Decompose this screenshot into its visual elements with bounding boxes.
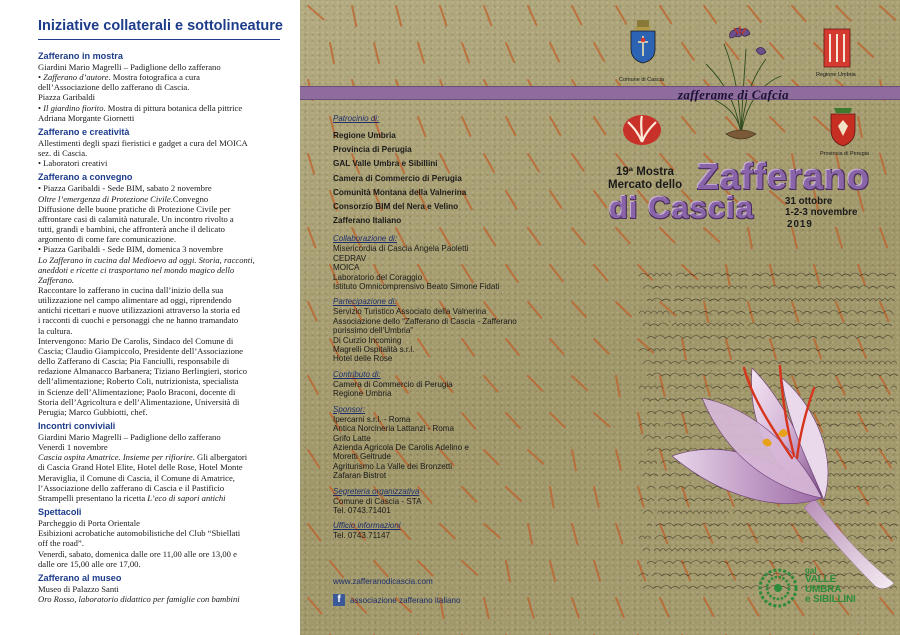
regione-umbria-label: Regione Umbria bbox=[816, 72, 856, 78]
credits-item: Magrelli Ospitalità s.r.l. bbox=[333, 345, 415, 355]
zafferano-association-logo-icon bbox=[620, 112, 664, 148]
stamen-pattern-mark bbox=[616, 226, 630, 246]
section bbox=[38, 421, 280, 503]
credits-item: Tel. 0743.71147 bbox=[333, 531, 391, 541]
stamen-pattern-mark bbox=[611, 450, 625, 470]
regione-umbria-crest-icon bbox=[823, 28, 851, 68]
italic-run: Oltre l’emergenza di Protezione Civile. bbox=[38, 193, 173, 204]
credits-item: Moretti Geltrude bbox=[333, 452, 392, 462]
credits-item: Di Curzio Incoming bbox=[333, 335, 402, 345]
stamen-pattern-mark bbox=[545, 561, 559, 581]
text-run: • bbox=[38, 102, 44, 113]
stamen-pattern-mark bbox=[704, 5, 716, 24]
credits-group bbox=[333, 234, 603, 291]
tagline: zafferame di Cafcia bbox=[678, 87, 789, 102]
credits-item: Camera di Commercio di Perugia bbox=[333, 379, 453, 389]
stamen-pattern-mark bbox=[704, 225, 719, 245]
stamen-pattern-mark bbox=[500, 561, 515, 581]
credits-item: Zafaran Bistrot bbox=[333, 471, 387, 481]
stamen-pattern-mark bbox=[526, 6, 538, 25]
stamen-pattern-mark bbox=[682, 115, 695, 134]
body-line: Intervengono: Mario De Carolis, Sindaco del Comune di bbox=[38, 335, 234, 346]
stamen-pattern-mark bbox=[742, 228, 757, 248]
body-line: Museo di Palazzo Santi bbox=[38, 583, 119, 594]
credits-group-heading: Contributo di: bbox=[333, 369, 381, 379]
stamen-pattern-mark bbox=[462, 558, 477, 578]
stamen-pattern-mark bbox=[748, 4, 761, 23]
stamen-pattern-mark bbox=[524, 598, 538, 618]
body-line: Piazza Garibaldi bbox=[38, 92, 96, 103]
edition-label: 19ª Mostra bbox=[616, 166, 674, 178]
stamen-pattern-mark bbox=[324, 43, 339, 63]
section bbox=[38, 172, 280, 417]
stamen-pattern-mark bbox=[660, 225, 675, 245]
credits-group-heading: Collaborazione di: bbox=[333, 234, 398, 244]
body-line: Raccontare lo zafferano in cucina dall’inizio della sua bbox=[38, 284, 224, 295]
stamen-pattern-mark bbox=[594, 43, 604, 61]
body-line: affrontare casi di calamità naturale. Un incontro rivolto a bbox=[38, 213, 234, 224]
left-panel bbox=[0, 0, 300, 635]
provincia-perugia-crest-icon bbox=[828, 106, 858, 148]
stamen-pattern-mark bbox=[792, 4, 806, 24]
body-line: Parcheggio di Porta Orientale bbox=[38, 518, 140, 529]
credits-item: purissimo dell’Umbria” bbox=[333, 326, 414, 336]
credits-item: Antica Norcineria Lattanzi - Roma bbox=[333, 424, 455, 434]
credits-item: Ipercarni s.r.l. - Roma bbox=[333, 414, 411, 424]
text-run: . Mostra di pittura botanica della pittrice bbox=[103, 102, 243, 113]
stamen-pattern-mark bbox=[307, 302, 318, 321]
body-line: sez. di Cascia. bbox=[38, 148, 88, 159]
body-line: utilizzazione nel campo alimentare ad oggi, riprendendo bbox=[38, 295, 232, 306]
credits-groups bbox=[333, 234, 603, 540]
body-line: Esibizioni acrobatiche automobilistiche del Club “Sbiellati bbox=[38, 528, 241, 539]
body-line: i racconti di cuochi e personaggi che ne hanno tramandato bbox=[38, 315, 239, 326]
stamen-pattern-mark bbox=[549, 43, 560, 61]
body-line: di Cascia Grand Hotel Elite, Hotel delle Rose, Hotel Monte bbox=[38, 462, 243, 473]
credits-column bbox=[333, 114, 603, 547]
gal-umbra: UMBRA bbox=[805, 584, 842, 595]
section bbox=[38, 507, 280, 569]
handwriting-line bbox=[639, 311, 897, 314]
stamen-pattern-mark bbox=[414, 43, 428, 63]
body-line bbox=[38, 493, 280, 503]
section-heading: Zafferano a convegno bbox=[38, 172, 133, 183]
patrocinio-list bbox=[333, 129, 603, 228]
gal-sibillini: e SIBILLINI bbox=[805, 594, 856, 605]
section-heading: Incontri conviviali bbox=[38, 421, 116, 431]
crocus-flower-illustration bbox=[632, 338, 900, 598]
credits-item: Grifo Latte bbox=[333, 433, 371, 443]
stamen-pattern-mark bbox=[459, 43, 472, 62]
body-line bbox=[38, 72, 280, 82]
stamen-pattern-mark bbox=[418, 558, 433, 578]
body-line: dalle ore 15,00 alle ore 17,00. bbox=[38, 558, 141, 569]
sections-list bbox=[38, 51, 280, 604]
stamen-pattern-mark bbox=[613, 524, 626, 544]
provincia-perugia-label: Provincia di Perugia bbox=[820, 151, 869, 157]
body-line: Adriana Morgante Giornetti bbox=[38, 112, 135, 123]
section-heading: Zafferano e creatività bbox=[38, 126, 130, 137]
body-line: dell’Associazione dello zafferano di Cascia. bbox=[38, 82, 190, 93]
body-line: • Piazza Garibaldi - Sede BIM, domenica 3 novembre bbox=[38, 244, 224, 255]
patrocinio-item: Provincia di Perugia bbox=[333, 145, 412, 155]
body-line: Oro Rosso, laboratorio didattico per famiglie con bambini bbox=[38, 594, 240, 605]
patrocinio-item: Comunità Montana della Valnerina bbox=[333, 187, 467, 197]
body-line: Zafferano. bbox=[38, 274, 75, 285]
body-line: • Piazza Garibaldi - Sede BIM, sabato 2 novembre bbox=[38, 183, 212, 194]
credits-item: Tel. 0743.71401 bbox=[333, 505, 391, 515]
body-line bbox=[38, 103, 280, 113]
body-line: la cultura. bbox=[38, 325, 73, 336]
section bbox=[38, 573, 280, 604]
stamen-pattern-mark bbox=[836, 3, 851, 23]
comune-cascia-crest-icon bbox=[626, 18, 660, 76]
body-line: in Scienze dell’Alimentazione; Paolo Braconi, docente di bbox=[38, 386, 236, 397]
stamen-pattern-mark bbox=[659, 598, 670, 617]
gal-valle: VALLE bbox=[805, 574, 837, 585]
credits-group bbox=[333, 370, 603, 399]
credits-item: Laboratorio del Coraggio bbox=[333, 272, 423, 282]
stamen-pattern-mark bbox=[590, 561, 604, 581]
stamen-pattern-mark bbox=[308, 523, 320, 542]
patrocinio-item: Regione Umbria bbox=[333, 131, 396, 140]
credits-item: CEDRAV bbox=[333, 253, 367, 263]
stamen-pattern-mark bbox=[437, 6, 450, 26]
stamen-pattern-mark bbox=[880, 3, 895, 23]
patrocinio-heading: Patrocinio di: bbox=[333, 114, 380, 123]
credits-item: Misericordia di Cascia Angela Paoletti bbox=[333, 244, 469, 254]
stamen-pattern-mark bbox=[481, 6, 493, 25]
stamen-pattern-mark bbox=[704, 598, 714, 616]
stamen-pattern-mark bbox=[347, 6, 362, 26]
stamen-pattern-mark bbox=[571, 6, 582, 24]
credits-item: Comune di Cascia - STA bbox=[333, 496, 422, 506]
italic-run: Cascia ospita Amatrice. Insieme per rifiorire bbox=[38, 452, 193, 463]
stamen-pattern-mark bbox=[832, 228, 846, 248]
handwriting-line bbox=[643, 286, 899, 289]
page-title: Iniziative collaterali e sottolineature bbox=[38, 18, 280, 40]
body-line: tutti, grandi e bambini, che affronterà anche il delicato bbox=[38, 224, 225, 235]
stamen-pattern-mark bbox=[504, 43, 516, 62]
stamen-pattern-mark bbox=[305, 228, 317, 247]
text-run: Convegno bbox=[172, 193, 209, 204]
section-heading: Zafferano al museo bbox=[38, 572, 122, 583]
stamen-pattern-mark bbox=[660, 5, 671, 24]
stamen-pattern-mark bbox=[682, 42, 694, 61]
credits-item: Hotel delle Rose bbox=[333, 354, 393, 364]
body-line: off the road”. bbox=[38, 538, 84, 549]
body-line: l’Associazione dello zafferano di Cascia e il Pastificio bbox=[38, 482, 225, 493]
text-run: • bbox=[38, 72, 44, 83]
title-band bbox=[300, 86, 900, 100]
body-line: aneddoti e ricette ci trasportano nel mondo magico dello bbox=[38, 264, 235, 275]
stamen-pattern-mark bbox=[308, 449, 319, 468]
stamen-pattern-mark bbox=[787, 228, 801, 248]
stamen-pattern-mark bbox=[304, 154, 318, 174]
date-line-2: 1-2-3 novembre bbox=[785, 207, 858, 219]
stamen-pattern-mark bbox=[374, 559, 388, 579]
body-line: • Laboratori creativi bbox=[38, 158, 108, 169]
credits-item: Agriturismo La Valle dei Bronzetti bbox=[333, 461, 453, 471]
italic-run: L’eco di sapori antichi bbox=[147, 492, 226, 503]
facebook-icon[interactable]: f bbox=[333, 594, 345, 606]
event-dates bbox=[785, 196, 857, 230]
patrocinio-item: Camera di Commercio di Perugia bbox=[333, 173, 462, 183]
gal-logo-icon bbox=[758, 568, 798, 608]
body-line: dello Zafferano di Cascia; Pia Fanciulli, responsabile di bbox=[38, 356, 230, 367]
body-line: antichi ricettari e nuove utilizzazioni attraverso la storia ed bbox=[38, 305, 240, 316]
body-line: Storia dell’Agricoltura e dell’Alimentazione, Università di bbox=[38, 396, 240, 407]
stamen-pattern-mark bbox=[896, 43, 900, 63]
patrocinio-item: Zafferano Italiano bbox=[333, 216, 402, 226]
body-line bbox=[38, 452, 280, 462]
stamen-pattern-mark bbox=[308, 596, 322, 616]
credits-item: Servizio Turistico Associato della Valnerina bbox=[333, 307, 487, 317]
body-line: Giardini Mario Magrelli – Padiglione dello zafferano bbox=[38, 432, 221, 442]
stamen-pattern-mark bbox=[880, 596, 893, 616]
section bbox=[38, 51, 280, 123]
patrocinio-item: GAL Valle Umbra e Sibillini bbox=[333, 159, 438, 169]
gal-wordmark bbox=[805, 566, 856, 605]
body-line: dell’alimentazione; Roberto Coli, nutrizionista, specialista bbox=[38, 376, 239, 387]
credits-group bbox=[333, 405, 603, 481]
body-line: Cascia; Claudio Giampiccolo, Presidente dell’Associazione bbox=[38, 345, 243, 356]
body-line: Meraviglia, il Comune di Cascia, il Comune di Amatrice, bbox=[38, 472, 235, 483]
credits-group bbox=[333, 297, 603, 363]
credits-item: MOICA bbox=[333, 263, 360, 273]
italic-run: Il giardino fiorito bbox=[43, 102, 104, 113]
stamen-pattern-mark bbox=[392, 6, 406, 26]
handwriting-line bbox=[643, 323, 896, 326]
credits-item: Azienda Agricola De Carolis Adelino e bbox=[333, 442, 469, 452]
body-line: Lo Zafferano in cucina dal Medioevo ad oggi. Storia, racconti, bbox=[38, 254, 255, 265]
stamen-pattern-mark bbox=[369, 43, 383, 63]
body-line: redazione Almanacco Barbanera; Tiziano Berlingieri, storico bbox=[38, 366, 248, 377]
handwriting-line bbox=[647, 298, 898, 301]
body-line: argomento di come fare comunicazione. bbox=[38, 234, 176, 245]
event-year: 2019 bbox=[787, 218, 813, 230]
handwriting-line bbox=[639, 273, 900, 276]
text-run: . Gli albergatori bbox=[192, 452, 248, 463]
credits-item: Istituto Omnicomprensivo Beato Simone Fidati bbox=[333, 282, 500, 292]
body-line: Giardini Mario Magrelli – Padiglione dello zafferano bbox=[38, 62, 221, 72]
body-line bbox=[38, 194, 280, 204]
stamen-pattern-mark bbox=[418, 632, 434, 635]
facebook-link[interactable]: associazione zafferano italiano bbox=[350, 596, 461, 605]
body-line: Diffusione delle buone pratiche di Protezione Civile per bbox=[38, 203, 231, 214]
credits-group-heading: Partecipazione di: bbox=[333, 297, 397, 307]
stamen-pattern-mark bbox=[308, 3, 324, 23]
stamen-pattern-mark bbox=[479, 598, 494, 618]
event-title-zafferano: Zafferano bbox=[697, 156, 871, 197]
event-title-cascia: di Cascia bbox=[609, 190, 755, 225]
body-line: Venerdì, sabato, domenica dalle ore 11,00 alle ore 13,00 e bbox=[38, 548, 237, 559]
stamen-pattern-mark bbox=[876, 154, 890, 174]
section-heading: Zafferano in mostra bbox=[38, 51, 123, 61]
section bbox=[38, 127, 280, 168]
credits-group-heading: Segreteria organizzativa bbox=[333, 486, 420, 496]
cover-panel bbox=[300, 0, 900, 635]
credits-item: Associazione dello “Zafferano di Cascia - Zafferano bbox=[333, 316, 517, 326]
body-line: Allestimenti degli spazi fieristici e gadget a cura del MOICA bbox=[38, 137, 248, 148]
body-line: Perugia; Marco Gubbiotti, chef. bbox=[38, 406, 148, 417]
stamen-pattern-mark bbox=[610, 376, 625, 396]
stamen-pattern-mark bbox=[330, 559, 343, 578]
stamen-pattern-mark bbox=[569, 598, 582, 617]
saffron-plant-illustration bbox=[696, 24, 786, 144]
edition-subtitle: Mercato dello bbox=[608, 179, 683, 191]
stamen-pattern-mark bbox=[308, 376, 318, 394]
stamen-pattern-mark bbox=[877, 228, 890, 247]
date-line-1: 31 ottobre bbox=[785, 196, 833, 207]
website-link[interactable]: www.zafferanodicascia.com bbox=[333, 577, 433, 586]
credits-group-heading: Sponsor: bbox=[333, 404, 366, 414]
credits-group-heading: Ufficio informazioni bbox=[333, 521, 401, 531]
credits-group bbox=[333, 487, 603, 516]
stamen-pattern-mark bbox=[614, 598, 626, 617]
body-line: Venerdì 1 novembre bbox=[38, 442, 108, 453]
text-run: . Mostra fotografica a cura bbox=[108, 72, 200, 83]
stamen-pattern-mark bbox=[616, 299, 631, 319]
gal-label: gal bbox=[805, 566, 817, 575]
text-run: Strampelli presentano la ricetta bbox=[38, 492, 148, 503]
credits-item: Regione Umbria bbox=[333, 389, 392, 399]
credits-group bbox=[333, 521, 603, 540]
comune-cascia-label: Comune di Cascia bbox=[619, 77, 664, 83]
stamen-pattern-mark bbox=[616, 6, 626, 24]
patrocinio-item: Consorzio BIM del Nera e Velino bbox=[333, 202, 459, 212]
section-heading: Spettacoli bbox=[38, 507, 82, 518]
stamen-pattern-mark bbox=[858, 40, 873, 60]
italic-run: Zafferano d’autore bbox=[43, 72, 109, 83]
